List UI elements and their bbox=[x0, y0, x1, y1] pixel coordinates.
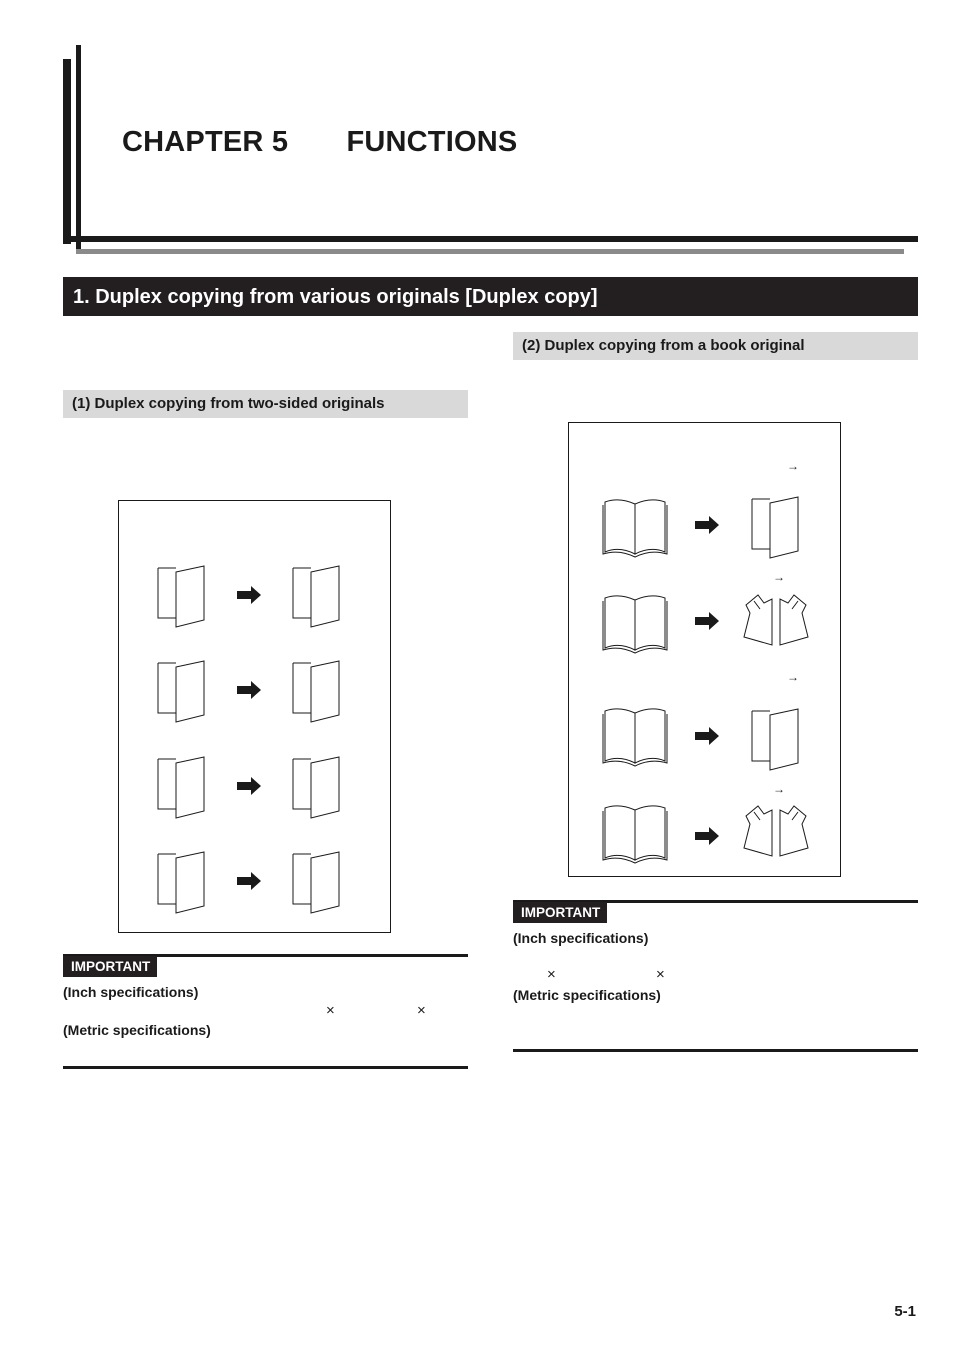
times-symbol-left-2: × bbox=[417, 1002, 426, 1019]
book-row-2 bbox=[603, 595, 808, 653]
book-row-4 bbox=[603, 806, 808, 863]
important-label-right: IMPORTANT bbox=[513, 902, 607, 923]
small-arrow-4: → bbox=[773, 782, 785, 796]
end-rule-right bbox=[513, 1049, 918, 1052]
inch-specifications-label-right: (Inch specifications) bbox=[513, 930, 649, 946]
row-3 bbox=[158, 757, 339, 818]
metric-specifications-label-right: (Metric specifications) bbox=[513, 987, 661, 1003]
small-arrow-1: → bbox=[787, 459, 799, 473]
page-number: 5-1 bbox=[894, 1303, 916, 1320]
metric-specifications-label-left: (Metric specifications) bbox=[63, 1022, 211, 1038]
times-symbol-left-1: × bbox=[326, 1002, 335, 1019]
chapter-vertical-rule-outer bbox=[63, 59, 71, 244]
book-row-3 bbox=[603, 709, 798, 770]
chapter-horizontal-rule bbox=[63, 236, 918, 242]
book-row-1 bbox=[603, 497, 798, 558]
chapter-name: FUNCTIONS bbox=[346, 126, 518, 158]
figure-two-sided-drawing bbox=[119, 501, 392, 934]
inch-specifications-label-left: (Inch specifications) bbox=[63, 984, 199, 1000]
times-symbol-right-1: × bbox=[547, 966, 556, 983]
section-title: 1. Duplex copying from various originals [Duplex copy] bbox=[63, 277, 918, 316]
row-4 bbox=[158, 852, 339, 913]
small-arrow-3: → bbox=[787, 670, 799, 684]
chapter-horizontal-rule-grey bbox=[76, 249, 904, 254]
end-rule-left bbox=[63, 1066, 468, 1069]
row-2 bbox=[158, 661, 339, 722]
figure-book-drawing bbox=[569, 423, 842, 878]
chapter-number: CHAPTER 5 bbox=[122, 126, 289, 158]
times-symbol-right-2: × bbox=[656, 966, 665, 983]
chapter-title bbox=[122, 126, 517, 159]
important-label-left: IMPORTANT bbox=[63, 956, 157, 977]
row-1 bbox=[158, 566, 339, 627]
chapter-vertical-rule-inner bbox=[76, 45, 81, 252]
subheading-two-sided: (1) Duplex copying from two-sided originals bbox=[63, 390, 468, 418]
figure-book-original bbox=[568, 422, 841, 877]
subheading-book-original: (2) Duplex copying from a book original bbox=[513, 332, 918, 360]
small-arrow-2: → bbox=[773, 570, 785, 584]
figure-two-sided-originals bbox=[118, 500, 391, 933]
